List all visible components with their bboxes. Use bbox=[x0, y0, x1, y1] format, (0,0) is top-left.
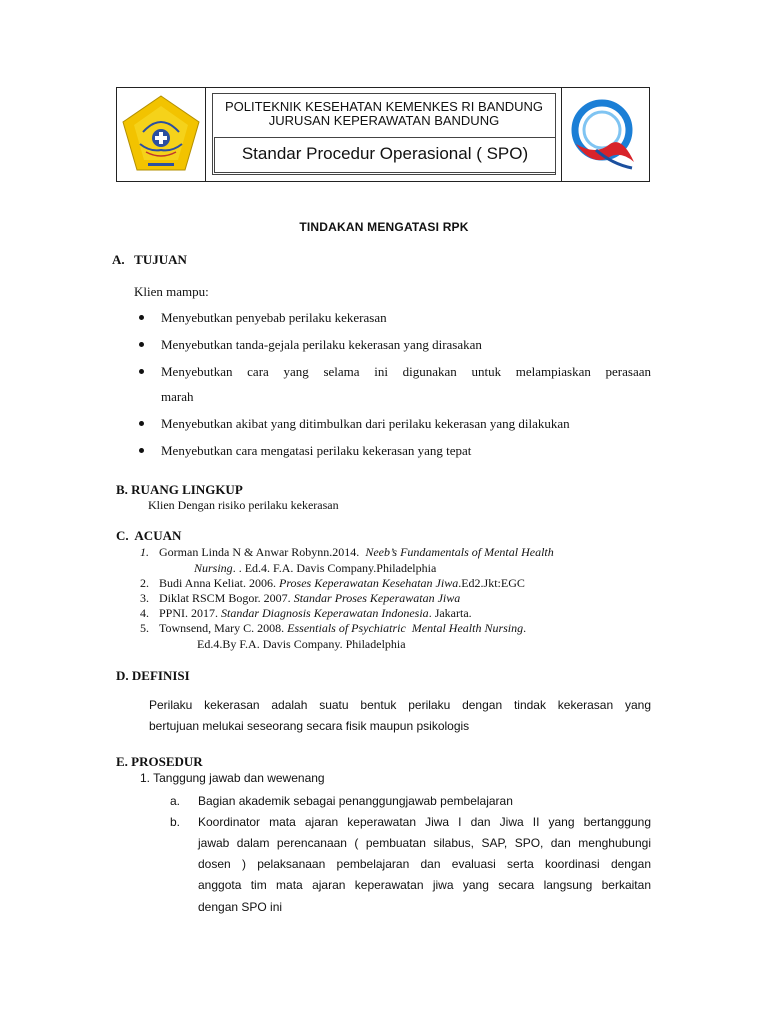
institution-line-1: POLITEKNIK KESEHATAN KEMENKES RI BANDUNG bbox=[224, 99, 544, 114]
bullet-dot bbox=[139, 421, 144, 426]
bullet-dot bbox=[139, 369, 144, 374]
section-a-heading: A. TUJUAN bbox=[112, 252, 187, 267]
item-b-line: dengan SPO ini bbox=[198, 900, 283, 914]
poltekkes-logo bbox=[118, 92, 204, 178]
tujuan-intro: Klien mampu: bbox=[134, 284, 209, 299]
item-a-text: Bagian akademik sebagai penanggungjawab pembelajaran bbox=[198, 794, 513, 808]
reference-4: 4. PPNI. 2017. Standar Diagnosis Keperawatan Indonesia. Jakarta. bbox=[140, 606, 472, 620]
spo-title: Standar Procedur Operasional ( SPO) bbox=[241, 144, 529, 163]
item-a-label: a. bbox=[170, 794, 181, 808]
item-b-line: jawab dalam perencanaan ( pembuatan silabus, SAP, SPO, dan menghubungi bbox=[198, 836, 651, 850]
item-b-line: Koordinator mata ajaran keperawatan Jiwa I dan Jiwa II yang bertanggung bbox=[198, 815, 651, 829]
item-b-line: anggota tim mata ajaran keperawatan jiwa yang secara langsung berkaitan bbox=[198, 878, 651, 892]
reference-5-continued: Ed.4.By F.A. Davis Company. Philadelphia bbox=[197, 637, 406, 651]
tujuan-item: Menyebutkan penyebab perilaku kekerasan bbox=[161, 310, 387, 325]
definisi-line-1: Perilaku kekerasan adalah suatu bentuk perilaku dengan tindak kekerasan yang bbox=[149, 698, 651, 712]
tujuan-item: Menyebutkan tanda-gejala perilaku kekerasan yang dirasakan bbox=[161, 337, 482, 352]
definisi-line-2: bertujuan melukai seseorang secara fisik maupun psikologis bbox=[149, 719, 470, 733]
bullet-dot bbox=[139, 448, 144, 453]
section-c-heading: C. ACUAN bbox=[116, 528, 182, 543]
header-divider-left bbox=[205, 88, 206, 181]
prosedur-subheading: 1. Tanggung jawab dan wewenang bbox=[140, 771, 325, 785]
item-b-line: dosen ) pelaksanaan pembelajaran dan evaluasi serta koordinasi dengan bbox=[198, 857, 651, 871]
institution-line-2: JURUSAN KEPERAWATAN BANDUNG bbox=[268, 113, 500, 128]
tujuan-item: Menyebutkan akibat yang ditimbulkan dari perilaku kekerasan yang dilakukan bbox=[161, 416, 570, 431]
reference-1-continued: Nursing. . Ed.4. F.A. Davis Company.Philadelphia bbox=[194, 561, 437, 575]
ruang-lingkup-text: Klien Dengan risiko perilaku kekerasan bbox=[148, 498, 339, 512]
tujuan-item-continued: marah bbox=[161, 389, 194, 404]
reference-1: 1. Gorman Linda N & Anwar Robynn.2014. Neeb’s Fundamentals of Mental Health bbox=[140, 545, 554, 559]
reference-5: 5. Townsend, Mary C. 2008. Essentials of Psychiatric Mental Health Nursing. bbox=[140, 621, 527, 635]
swirl-emblem-logo bbox=[566, 92, 642, 176]
reference-3: 3. Diklat RSCM Bogor. 2007. Standar Proses Keperawatan Jiwa bbox=[140, 591, 461, 605]
tujuan-item: Menyebutkan cara mengatasi perilaku kekerasan yang tepat bbox=[161, 443, 472, 458]
tujuan-item: Menyebutkan cara yang selama ini digunakan untuk melampiaskan perasaan bbox=[161, 364, 651, 379]
bullet-dot bbox=[139, 315, 144, 320]
item-b-label: b. bbox=[170, 815, 181, 829]
header-divider-right bbox=[561, 88, 562, 181]
bullet-dot bbox=[139, 342, 144, 347]
section-d-heading: D. DEFINISI bbox=[116, 668, 190, 683]
reference-2: 2. Budi Anna Keliat. 2006. Proses Keperawatan Kesehatan Jiwa.Ed2.Jkt:EGC bbox=[140, 576, 525, 590]
document-title: TINDAKAN MENGATASI RPK bbox=[299, 220, 469, 234]
section-e-heading: E. PROSEDUR bbox=[116, 754, 203, 769]
section-b-heading: B. RUANG LINGKUP bbox=[116, 482, 243, 497]
